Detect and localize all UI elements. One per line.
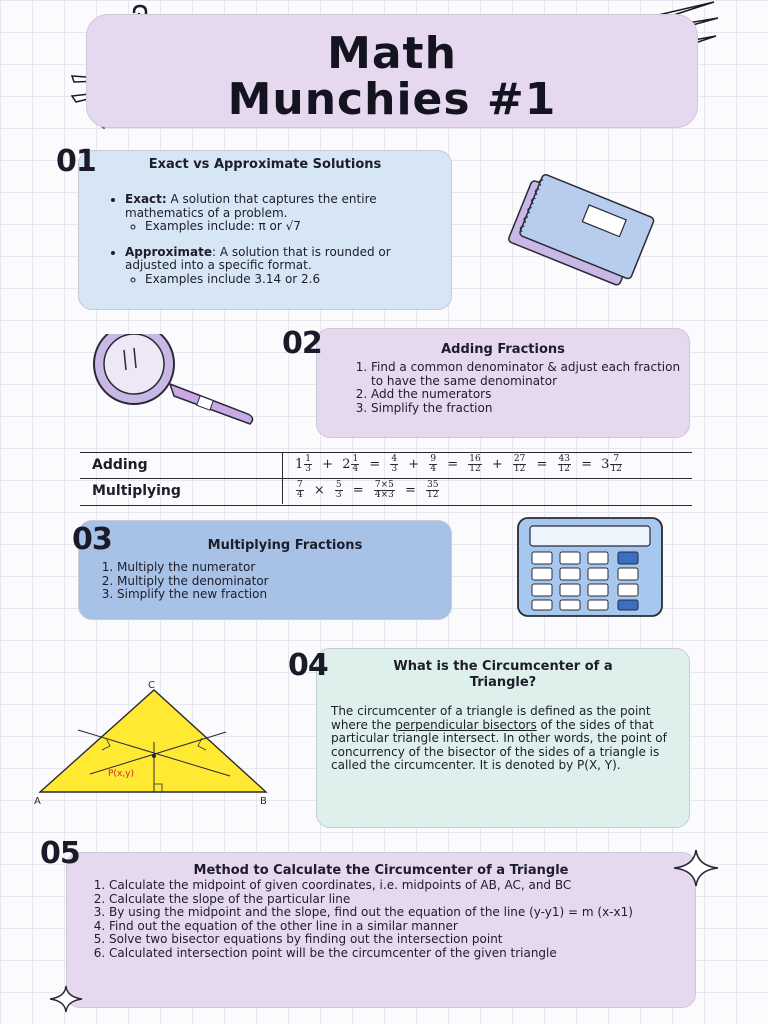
list-item: 2. Add the numerators: [371, 388, 691, 402]
section-04-paragraph: The circumcenter of a triangle is defined as the point where the perpendicular bisectors of the sides of that particular triangle intersect. In other words, the point of concurrency of the bisector of the sides of a triangle is called the circumcenter. It is denoted by P(X, Y).: [331, 704, 667, 772]
perpendicular-bisectors-link[interactable]: perpendicular bisectors: [395, 717, 537, 732]
section-05-steps: [77, 879, 699, 960]
list-item: • Exact: A solution that captures the entire mathematics of a problem. ◦ Examples include: π or √7: [125, 193, 445, 234]
section-05-card: [66, 852, 696, 1008]
vertex-c-label: C: [148, 680, 155, 691]
section-05-title: Method to Calculate the Circumcenter of a Triangle: [193, 863, 569, 878]
list-item: 3. Simplify the new fraction: [117, 588, 437, 602]
list-item: 1. Find a common denominator & adjust each fraction to have the same denominator: [371, 361, 691, 388]
section-03-number: 03: [72, 522, 112, 557]
section-02-card: [316, 328, 690, 438]
table-row-adding: [80, 452, 692, 479]
section-02-number: 02: [282, 326, 322, 361]
section-02-steps: [339, 361, 691, 415]
section-01-title: Exact vs Approximate Solutions: [148, 157, 382, 172]
section-05-number: 05: [40, 836, 80, 871]
section-03-title: Multiplying Fractions: [207, 538, 363, 553]
list-item: 5. Solve two bisector equations by finding out the intersection point: [109, 933, 699, 947]
list-item: 3. Simplify the fraction: [371, 402, 691, 416]
title-line-1: Math: [327, 28, 457, 79]
list-item: • Approximate: A solution that is rounded or adjusted into a specific format. ◦ Examples include 3.14 or 2.6: [125, 246, 445, 287]
circumcenter-triangle-diagram: [30, 676, 280, 808]
title-line-2: Munchies #1: [227, 74, 557, 125]
section-03-card: [78, 520, 452, 620]
list-item: 3. By using the midpoint and the slope, find out the equation of the line (y-y1) = m (x-x1): [109, 906, 699, 920]
section-04-card: [316, 648, 690, 828]
multiplying-label: Multiplying: [92, 483, 181, 499]
calculator-icon: [516, 516, 666, 618]
list-item: 6. Calculated intersection point will be the circumcenter of the given triangle: [109, 947, 699, 961]
multiplying-equation: $\frac{7}{4}$ × $\frac{5}{3}$ = $\frac{7\times 5}{4\times 3}$ = $\frac{35}{12}$: [297, 480, 439, 500]
list-item: 1. Calculate the midpoint of given coordinates, i.e. midpoints of AB, AC, and BC: [109, 879, 699, 893]
list-item: 4. Find out the equation of the other line in a similar manner: [109, 920, 699, 934]
sparkle-icon: [672, 848, 720, 888]
list-item: 2. Calculate the slope of the particular line: [109, 893, 699, 907]
sparkle-icon: [48, 984, 84, 1014]
section-01-list: [105, 193, 445, 286]
list-item: ◦ Examples include: π or √7: [145, 220, 445, 234]
section-03-steps: [85, 561, 437, 602]
list-item: 2. Multiply the denominator: [117, 575, 437, 589]
table-row-multiplying: [80, 478, 692, 506]
list-item: 1. Multiply the numerator: [117, 561, 437, 575]
notebooks-icon: [486, 172, 682, 288]
adding-label: Adding: [92, 457, 148, 473]
section-04-title: What is the Circumcenter of a Triangle?: [393, 659, 613, 690]
point-p-label: P(x,y): [108, 769, 134, 779]
section-01-number: 01: [56, 144, 96, 179]
section-04-number: 04: [288, 648, 328, 683]
section-02-title: Adding Fractions: [441, 342, 565, 357]
adding-equation: 1 $\frac{1}{3}$ + 2 $\frac{1}{4}$ = $\frac{4}{3}$ + $\frac{9}{4}$ = $\frac{16}{12}$ + $\frac{27}{12}$ = $\frac{43}{12}$ = 3 $\frac{7}{12}$: [295, 454, 622, 474]
list-item: ◦ Examples include 3.14 or 2.6: [145, 273, 445, 287]
title-card: [86, 14, 698, 128]
vertex-a-label: A: [34, 796, 41, 807]
vertex-b-label: B: [260, 796, 267, 807]
magnifying-glass-icon: [78, 334, 260, 426]
section-01-card: [78, 150, 452, 310]
